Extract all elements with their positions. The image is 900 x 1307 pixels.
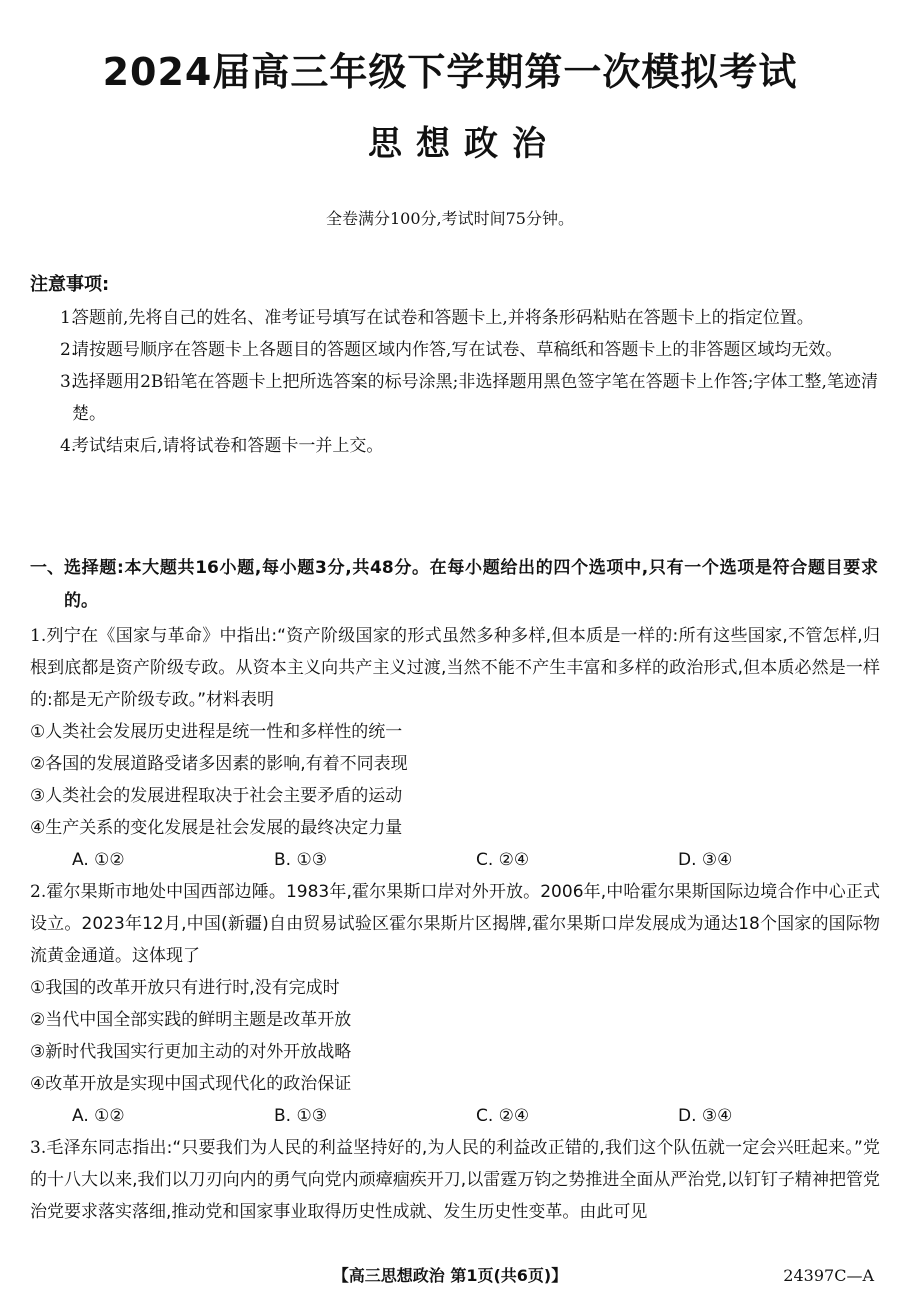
choice-d: D. ③④ xyxy=(678,850,733,870)
notice-number: 4. xyxy=(60,436,77,456)
question-text: 毛泽东同志指出:“只要我们为人民的利益坚持好的,为人民的利益改正错的,我们这个队伍就一定会兴旺起来。”党的十八大以来,我们以刀刃向内的勇气向党内顽瘴痼疾开刀,以雷霆万钧之势推进全面从严治党,以钉钉子精神把管党治党要求落实落细,推动党和国家事业取得历史性成就、发生历史性变革。由此可见 xyxy=(30,1138,880,1222)
exam-info: 全卷满分100分,考试时间75分钟。 xyxy=(326,209,574,228)
choice-b: B. ①③ xyxy=(274,850,327,870)
section-text: 选择题:本大题共16小题,每小题3分,共48分。在每小题给出的四个选项中,只有一个选项是符合题目要求的。 xyxy=(64,558,878,611)
notice-number: 1. xyxy=(60,308,77,328)
statement-option: ④生产关系的变化发展是社会发展的最终决定力量 xyxy=(30,818,403,838)
question-number: 1. xyxy=(30,626,47,646)
question-number: 2. xyxy=(30,882,47,902)
notice-text: 考试结束后,请将试卷和答题卡一并上交。 xyxy=(72,436,384,456)
question-list xyxy=(30,620,880,1228)
statement-option: ②各国的发展道路受诸多因素的影响,有着不同表现 xyxy=(30,754,408,774)
statement-option: ①我国的改革开放只有进行时,没有完成时 xyxy=(30,978,340,998)
footer-page-label: 【高三思想政治 第1页(共6页)】 xyxy=(332,1266,568,1285)
statement-option: ③人类社会的发展进程取决于社会主要矛盾的运动 xyxy=(30,786,403,806)
notice-title: 注意事项: xyxy=(30,274,110,295)
question-3 xyxy=(30,1132,880,1228)
choice-a: A. ①② xyxy=(72,1106,125,1126)
choice-a: A. ①② xyxy=(72,850,125,870)
choice-c: C. ②④ xyxy=(476,1106,530,1126)
notice-item xyxy=(30,430,878,462)
exam-title: 2024届高三年级下学期第一次模拟考试 xyxy=(102,50,798,94)
statement-option: ②当代中国全部实践的鲜明主题是改革开放 xyxy=(30,1010,352,1030)
notice-text: 请按题号顺序在答题卡上各题目的答题区域内作答,写在试卷、草稿纸和答题卡上的非答题区域均无效。 xyxy=(72,340,843,360)
question-stem xyxy=(30,620,880,716)
notice-number: 3. xyxy=(60,372,77,392)
statement-option: ①人类社会发展历史进程是统一性和多样性的统一 xyxy=(30,722,403,742)
section-heading xyxy=(30,552,878,618)
answer-choices xyxy=(30,1100,880,1132)
choice-d: D. ③④ xyxy=(678,1106,733,1126)
notice-item xyxy=(30,334,878,366)
question-1 xyxy=(30,620,880,876)
choice-c: C. ②④ xyxy=(476,850,530,870)
statement-option: ③新时代我国实行更加主动的对外开放战略 xyxy=(30,1042,352,1062)
question-text: 列宁在《国家与革命》中指出:“资产阶级国家的形式虽然多种多样,但本质是一样的:所有这些国家,不管怎样,归根到底都是资产阶级专政。从资本主义向共产主义过渡,当然不能不产生丰富和多样的政治形式,但本质必然是一样的:都是无产阶级专政。”材料表明 xyxy=(30,626,880,710)
question-stem xyxy=(30,876,880,972)
question-stem xyxy=(30,1132,880,1228)
statement-option: ④改革开放是实现中国式现代化的政治保证 xyxy=(30,1074,352,1094)
question-2 xyxy=(30,876,880,1132)
answer-choices xyxy=(30,844,880,876)
notice-item xyxy=(30,302,878,334)
question-number: 3. xyxy=(30,1138,47,1158)
notice-list xyxy=(30,302,878,462)
notice-text: 答题前,先将自己的姓名、准考证号填写在试卷和答题卡上,并将条形码粘贴在答题卡上的指定位置。 xyxy=(72,308,814,328)
section-number: 一、 xyxy=(30,558,64,578)
footer-paper-code: 24397C—A xyxy=(783,1266,874,1285)
choice-b: B. ①③ xyxy=(274,1106,327,1126)
notice-text: 选择题用2B铅笔在答题卡上把所选答案的标号涂黑;非选择题用黑色签字笔在答题卡上作答;字体工整,笔迹清楚。 xyxy=(72,372,878,424)
question-text: 霍尔果斯市地处中国西部边陲。1983年,霍尔果斯口岸对外开放。2006年,中哈霍尔果斯国际边境合作中心正式设立。2023年12月,中国(新疆)自由贸易试验区霍尔果斯片区揭牌,霍尔果斯口岸发展成为通达18个国家的国际物流黄金通道。这体现了 xyxy=(30,882,880,966)
notice-number: 2. xyxy=(60,340,77,360)
subject-title: 思想政治 xyxy=(368,124,560,164)
notice-item xyxy=(30,366,878,430)
